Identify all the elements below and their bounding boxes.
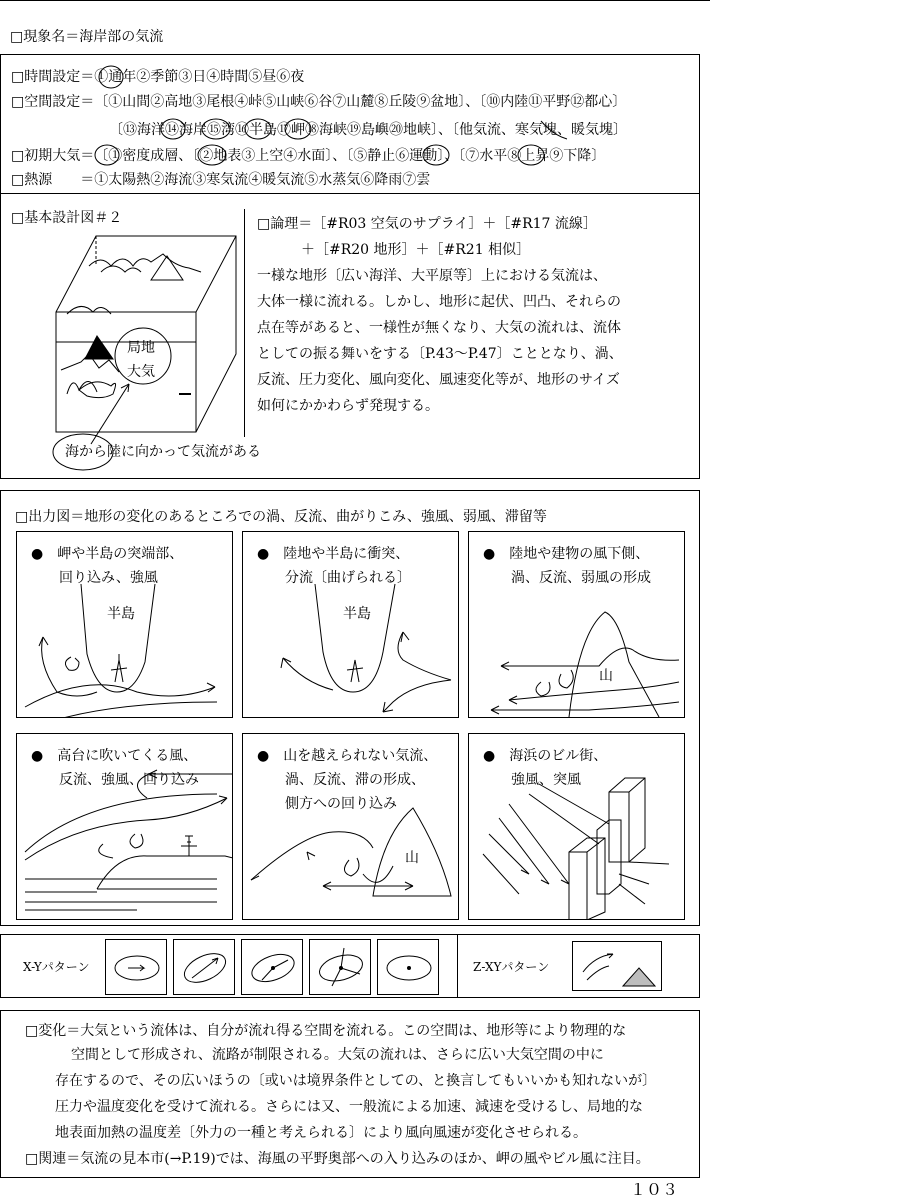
panel-caption-2: 反流、強風、回り込み <box>31 772 199 788</box>
time-setting: □時間設定＝①通年②季節③日④時間⑤昼⑥夜 <box>11 69 305 85</box>
mountain-label: 山 <box>599 668 613 684</box>
output-panel-lee <box>468 531 685 718</box>
design-title: □基本設計図＃２ <box>11 210 123 226</box>
terrain-box-diagram <box>1 194 241 480</box>
body-line: 反流、圧力変化、風向変化、風速変化等が、地形のサイズ <box>257 372 620 388</box>
space-setting-1: □空間設定＝〔①山間②高地③尾根④峠⑤山峡⑥谷⑦山麓⑧丘陵⑨盆地〕、〔⑩内陸⑪平野⑫都心〕 <box>11 94 627 110</box>
heat-source: □熱源 ＝①太陽熱②海流③寒気流④暖気流⑤水蒸気⑥降雨⑦雲 <box>11 172 431 188</box>
change-line: 圧力や温度変化を受けて流れる。さらには又、一般流による加速、減速を受けるし、局地的な <box>55 1099 643 1115</box>
xy-pattern-4 <box>309 939 371 995</box>
phenomenon-title: □現象名＝海岸部の気流 <box>10 29 164 45</box>
change-line: □変化＝大気という流体は、自分が流れ得る空間を流れる。この空間は、地形等により物理的な <box>25 1023 627 1039</box>
body-line: 大体一様に流れる。しかし、地形に起伏、凹凸、それらの <box>257 294 621 310</box>
xy-pattern-3 <box>241 939 303 995</box>
page-number: １０３ <box>630 1180 679 1199</box>
output-box <box>0 490 700 926</box>
panel-caption-1: ● 陸地や半島に衝突、 <box>257 546 410 562</box>
xy-pattern-2 <box>173 939 235 995</box>
output-panel-plateau <box>16 733 233 920</box>
related-line: □関連＝気流の見本市(→P.19)では、海風の平野奥部への入り込みのほか、岬の風やビル風に注目。 <box>25 1151 650 1167</box>
local-atmosphere-label-2: 大気 <box>127 364 155 380</box>
panel-caption-2: 強風、突風 <box>483 772 581 788</box>
patterns-box <box>0 934 700 998</box>
output-panel-cape <box>16 531 233 718</box>
top-rule <box>0 0 710 1</box>
body-line: 点在等があると、一様性が無くなり、大気の流れは、流体 <box>257 320 621 336</box>
change-line: 存在するので、その広いほうの〔或いは境界条件としての、と換言してもいいかも知れないが〕 <box>55 1073 657 1089</box>
theory-line-2: ＋［#R20 地形］＋［#R21 相似］ <box>301 242 531 258</box>
settings-box <box>0 54 700 194</box>
output-title: □出力図＝地形の変化のあるところでの渦、反流、曲がりこみ、強風、弱風、滞留等 <box>15 509 547 525</box>
peninsula-label: 半島 <box>107 606 135 622</box>
pattern-divider <box>457 935 458 997</box>
theory-line-1: □論理＝［#R03 空気のサプライ］＋［#R17 流線］ <box>257 216 597 232</box>
panel-caption-1: ● 陸地や建物の風下側、 <box>483 546 650 562</box>
body-line: 一様な地形〔広い海洋、大平原等〕上における気流は、 <box>257 268 607 284</box>
xy-pattern-1 <box>105 939 167 995</box>
flow-caption: 海から陸に向かって気流がある <box>65 444 261 460</box>
body-line: としての振る舞いをする〔P.43～P.47〕こととなり、渦、 <box>257 346 623 362</box>
zxy-pattern-label: Z-XYパターン <box>473 960 550 974</box>
panel-caption-2: 渦、反流、滞の形成、 <box>257 772 425 788</box>
panel-caption-2: 回り込み、強風 <box>31 570 158 586</box>
panel-caption-2: 分流〔曲げられる〕 <box>257 570 411 586</box>
panel-caption-3: 側方への回り込み <box>257 796 397 812</box>
output-panel-mountain <box>242 733 459 920</box>
panel-caption-2: 渦、反流、弱風の形成 <box>483 570 651 586</box>
peninsula-label: 半島 <box>343 606 371 622</box>
output-panel-buildings <box>468 733 685 920</box>
space-setting-2: 〔⑬海洋⑭海岸⑮湾⑯半島⑰岬⑱海峡⑲島嶼⑳地峡〕、〔他気流、寒気塊、暖気塊〕 <box>109 122 627 138</box>
panel-caption-1: ● 岬や半島の突端部、 <box>31 546 184 562</box>
design-divider <box>244 209 245 437</box>
output-panel-collision <box>242 531 459 718</box>
zxy-pattern <box>572 941 662 991</box>
panel-caption-1: ● 山を越えられない気流、 <box>257 748 438 764</box>
change-line: 地表面加熱の温度差〔外力の一種と考えられる〕により風向風速が変化させられる。 <box>55 1125 587 1141</box>
change-line: 空間として形成され、流路が制限される。大気の流れは、さらに広い大気空間の中に <box>29 1047 604 1063</box>
xy-pattern-5 <box>377 939 439 995</box>
change-box <box>0 1010 700 1178</box>
handwritten-circles <box>1 55 701 195</box>
design-box <box>0 193 700 479</box>
initial-atmosphere: □初期大気＝〔①密度成層、〔②地表③上空④水面〕、〔⑤静止⑥運動〕、〔⑦水平⑧上昇⑨下降〕 <box>11 148 606 164</box>
local-atmosphere-label-1: 局地 <box>127 340 155 356</box>
panel-caption-1: ● 高台に吹いてくる風、 <box>31 748 198 764</box>
body-line: 如何にかかわらず発現する。 <box>257 398 439 414</box>
xy-pattern-label: X-Yパターン <box>23 960 90 974</box>
panel-caption-1: ● 海浜のビル街、 <box>483 748 608 764</box>
mountain-label: 山 <box>405 850 419 866</box>
